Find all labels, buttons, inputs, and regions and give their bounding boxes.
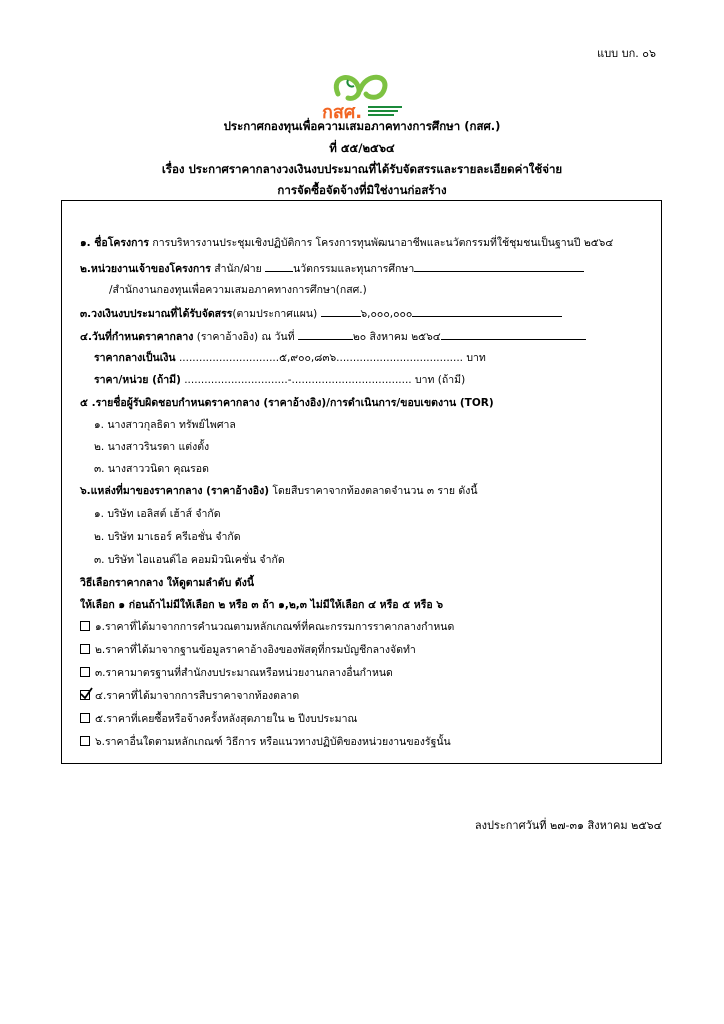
form-box [61,200,662,764]
price-unit: บาท [466,352,486,364]
item3-note: (ตามประกาศแผน) [232,308,318,320]
header-title: ประกาศกองทุนเพื่อความเสมอภาคทางการศึกษา (กสศ.) [223,119,501,133]
option-3 [80,664,393,681]
item5-label: ๕ .รายชื่อผู้รับผิดชอบกำหนดราคากลาง (ราคาอ้างอิง)/การดำเนินการ/ขอบเขตงาน (TOR) [80,397,494,409]
header-subject: เรื่อง ประกาศราคากลางวงเงินงบประมาณที่ได้รับจัดสรรและรายละเอียดค่าใช้จ่าย [161,162,563,176]
method-rule: ให้เลือก ๑ ก่อนถ้าไม่มีให้เลือก ๒ หรือ ๓ ถ้า ๑,๒,๓ ไม่มีให้เลือก ๔ หรือ ๕ หรือ ๖ [80,599,443,611]
item4-value: ๒๐ สิงหาคม ๒๕๖๔ [352,331,441,343]
source-2: ๒. บริษัท มาเธอร์ ครีเอชั่น จำกัด [94,531,241,543]
option-6-checkbox[interactable] [80,736,90,746]
option-2-checkbox[interactable] [80,644,90,654]
person-1: ๑. นางสาวกุลธิดา ทรัพย์ไพศาล [94,419,236,431]
butterfly-icon [308,70,418,122]
price-dots-right: ...................................... [336,352,464,364]
option-3-text: ๓.ราคามาตรฐานที่สำนักงบประมาณหรือหน่วยงานกลางอื่นกำหนด [95,667,393,679]
person-3: ๓. นางสาววนิดา คุณรอด [94,463,209,475]
unit-price-label: ราคา/หน่วย (ถ้ามี) [94,374,181,386]
item2-prefix: สำนัก/ฝ่าย [214,263,262,275]
option-1-checkbox[interactable] [80,621,90,631]
item3-value: ๖,๐๐๐,๐๐๐ [360,308,413,320]
price-row [94,349,486,366]
method-title: วิธีเลือกราคากลาง ให้ดูตามลำดับ ดังนี้ [80,577,255,589]
checkmark-icon [79,687,93,701]
option-5-checkbox[interactable] [80,713,90,723]
item1-label: ๑. ชื่อโครงการ [80,237,150,249]
item4-row [80,327,586,345]
item2-value: นวัตกรรมและทุนการศึกษา [293,263,415,275]
option-1-text: ๑.ราคาที่ได้มาจากการคำนวณตามหลักเกณฑ์ที่คณะกรรมการราคากลางกำหนด [95,621,455,633]
price-dots-left: .............................. [178,352,280,364]
option-6-text: ๖.ราคาอื่นใดตามหลักเกณฑ์ วิธีการ หรือแนวทางปฏิบัติของหน่วยงานของรัฐนั้น [95,736,451,748]
item3-label: ๓.วงเงินงบประมาณที่ได้รับจัดสรร [80,308,233,320]
option-6 [80,733,451,750]
option-4-checkbox[interactable] [80,690,90,700]
unit-price-value: - [287,374,292,386]
item1-value: การบริหารงานประชุมเชิงปฏิบัติการ โครงการทุนพัฒนาอาชีพและนวัตกรรมที่ใช้ชุมชนเป็นฐานปี ๒๕๖๔ [152,237,614,249]
unit-price-unit: บาท (ถ้ามี) [414,374,466,386]
item4-label: ๔.วันที่กำหนดราคากลาง [80,331,194,343]
person-2: ๒. นางสาวรินรดา แต่งตั้ง [94,441,210,453]
option-1 [80,618,454,635]
logo-text: กสศ. [322,102,363,122]
unit-dots-right: .................................... [291,374,412,386]
option-5 [80,710,357,727]
option-4 [80,687,299,704]
option-4-text: ๔.ราคาที่ได้มาจากการสืบราคาจากท้องตลาด [95,690,300,702]
announcement-date: ลงประกาศวันที่ ๒๗-๓๑ สิงหาคม ๒๕๖๔ [474,819,662,832]
price-value: ๕,๙๐๐,๘๓๖ [279,352,337,364]
option-3-checkbox[interactable] [80,667,90,677]
unit-price-row [94,371,465,388]
source-3: ๓. บริษัท ไอแอนด์ไอ คอมมิวนิเคชั่น จำกัด [94,554,285,566]
item3-row [80,304,562,322]
item6-note: โดยสืบราคาจากท้องตลาดจำนวน ๓ ราย ดังนี้ [272,485,478,497]
header-subject-2: การจัดซื้อจัดจ้างที่มิใช่งานก่อสร้าง [277,183,447,197]
option-2 [80,641,416,658]
item6-label: ๖.แหล่งที่มาของราคากลาง (ราคาอ้างอิง) [80,485,269,497]
item4-note: (ราคาอ้างอิง) ณ วันที่ [196,331,295,343]
unit-dots-left: ............................... [184,374,288,386]
item2-line2: /สำนักงานกองทุนเพื่อความเสมอภาคทางการศึกษา(กสศ.) [109,284,367,296]
item1-row [80,234,613,251]
form-code: แบบ บก. ๐๖ [597,47,656,60]
option-5-text: ๕.ราคาที่เคยซื้อหรือจ้างครั้งหลังสุดภายใน ๒ ปีงบประมาณ [95,713,358,725]
price-label: ราคากลางเป็นเงิน [94,352,176,364]
item2-row [80,259,584,277]
item6-row [80,482,478,499]
item2-label: ๒.หน่วยงานเจ้าของโครงการ [80,263,211,275]
header-number: ที่ ๕๕/๒๕๖๔ [329,141,395,155]
source-1: ๑. บริษัท เอลิสต์ เฮ้าส์ จำกัด [94,508,221,520]
logo [308,70,418,122]
option-2-text: ๒.ราคาที่ได้มาจากฐานข้อมูลราคาอ้างอิงของพัสดุที่กรมบัญชีกลางจัดทำ [95,644,416,656]
